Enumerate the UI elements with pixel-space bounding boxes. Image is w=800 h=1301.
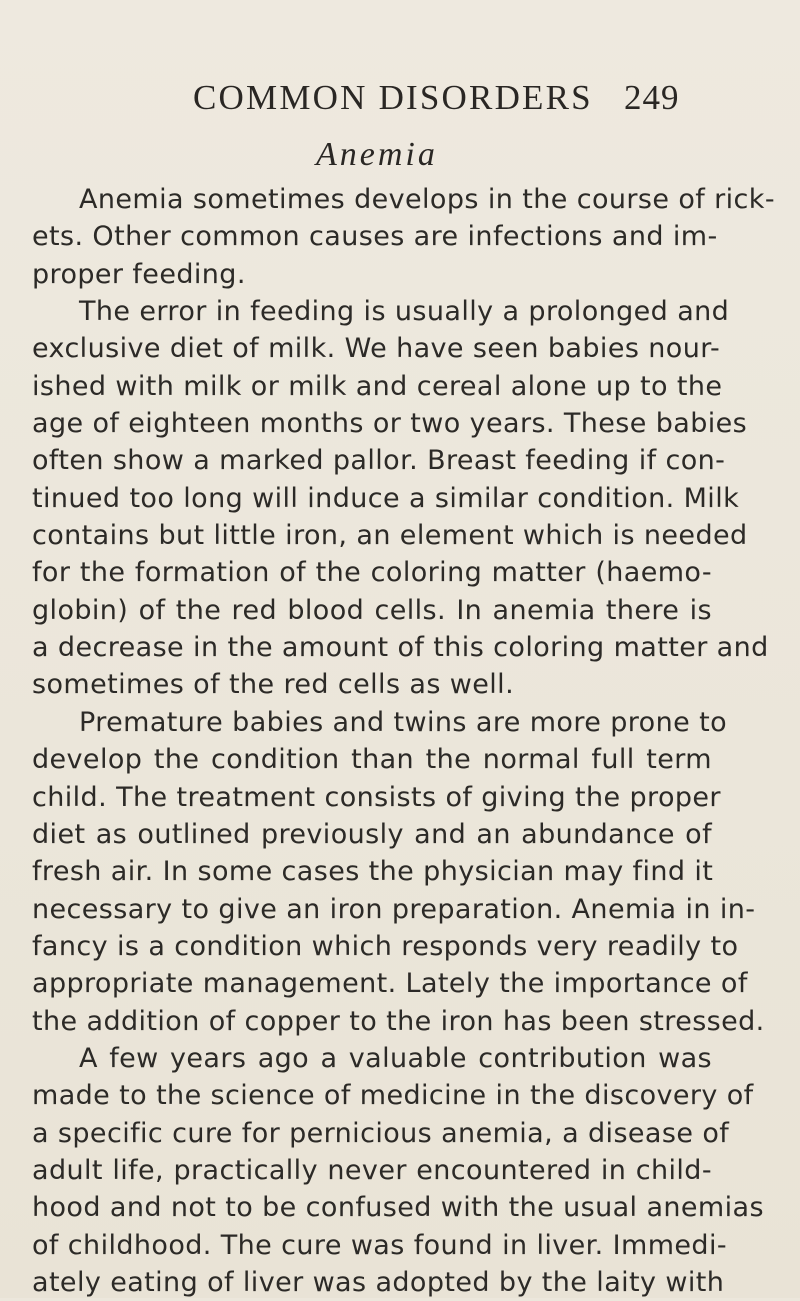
text-line: The error in feeding is usually a prolonged and — [79, 296, 730, 328]
text-line: A few years ago a valuable contribution was — [79, 1042, 712, 1074]
text-line: sometimes of the red cells as well. — [32, 669, 515, 701]
text-line: often show a marked pallor. Breast feeding if con- — [32, 445, 726, 477]
text-line: develop the condition than the normal full term — [32, 744, 712, 776]
body-text — [32, 181, 775, 1301]
text-line: adult life, practically never encountered in child- — [32, 1154, 712, 1186]
text-line: ets. Other common causes are infections and im- — [32, 221, 718, 253]
text-line: age of eighteen months or two years. These babies — [32, 408, 748, 440]
text-line: appropriate management. Lately the importance of — [32, 968, 748, 1000]
page-header — [0, 74, 800, 124]
text-line: the addition of copper to the iron has been stressed. — [32, 1005, 765, 1037]
text-line: of childhood. The cure was found in liver. Immedi- — [32, 1229, 727, 1261]
text-line: child. The treatment consists of giving the proper — [32, 781, 721, 813]
text-line: a specific cure for pernicious anemia, a disease of — [32, 1117, 730, 1149]
text-line: fresh air. In some cases the physician may find it — [32, 856, 714, 888]
text-line: proper feeding. — [32, 258, 246, 290]
text-line: ately eating of liver was adopted by the laity with — [32, 1266, 725, 1298]
text-line: a decrease in the amount of this coloring matter and — [32, 632, 769, 664]
text-line: diet as outlined previously and an abundance of — [32, 818, 712, 850]
text-line: exclusive diet of milk. We have seen babies nour- — [32, 333, 721, 365]
text-line: hood and not to be confused with the usual anemias — [32, 1192, 764, 1224]
page-number: 249 — [624, 78, 680, 117]
text-line: tinued too long will induce a similar condition. Milk — [32, 482, 740, 514]
text-line: ished with milk or milk and cereal alone up to the — [32, 370, 723, 402]
text-line: Anemia sometimes develops in the course of rick- — [79, 184, 775, 215]
text-line: contains but little iron, an element which is needed — [32, 520, 748, 552]
text-line: Premature babies and twins are more prone to — [79, 706, 728, 738]
text-line: fancy is a condition which responds very readily to — [32, 930, 739, 962]
running-head: COMMON DISORDERS — [193, 78, 593, 117]
text-line: necessary to give an iron preparation. Anemia in in- — [32, 893, 756, 925]
text-line: globin) of the red blood cells. In anemia there is — [32, 594, 712, 626]
section-title: Anemia — [316, 136, 438, 173]
text-line: made to the science of medicine in the discovery of — [32, 1080, 754, 1112]
text-line: for the formation of the coloring matter (haemo- — [32, 557, 712, 589]
